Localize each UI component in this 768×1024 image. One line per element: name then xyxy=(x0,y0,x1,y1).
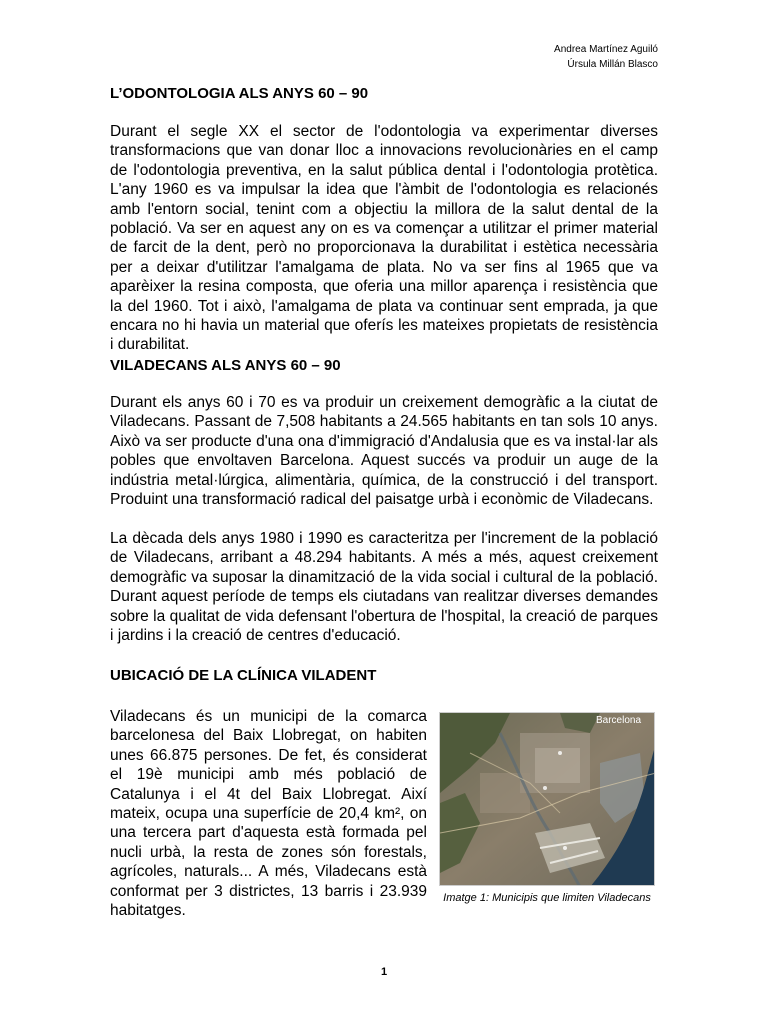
page-number: 1 xyxy=(380,966,388,978)
section-heading: VILADECANS ALS ANYS 60 – 90 xyxy=(110,357,341,374)
figure xyxy=(439,712,655,905)
paragraph: Durant els anys 60 i 70 es va produir un creixement demogràfic a la ciutat de Viladecans. Passant de 7,508 habitants a 24.565 habitants en tan sols 10 anys. Això va ser producte d'una ona d'immigració d'Andalusia que es va instal·lar als pobles que envoltaven Barcelona. Aquest succés va produir un auge de la indústria metal·lúrgica, alimentària, química, de la construcció i del transport. Produint una transformació radical del paisatge urbà i econòmic de Viladecans. xyxy=(110,394,658,509)
author-name: Úrsula Millán Blasco xyxy=(567,59,658,70)
satellite-map-image xyxy=(439,712,655,886)
paragraph: La dècada dels anys 1980 i 1990 es caracteritza per l'increment de la població de Viladecans, arribant a 48.294 habitants. A més a més, aquest creixement demogràfic va suposar la dinamització de la vida social i cultural de la població. Durant aquest període de temps els ciutadans van realitzar diverses demandes sobre la qualitat de vida defensant l'obertura de l'hospital, la creació de parques i jardins i la creació de centres d'educació. xyxy=(110,530,658,645)
figure-caption: Imatge 1: Municipis que limiten Viladecans xyxy=(443,892,651,904)
section-heading: L’ODONTOLOGIA ALS ANYS 60 – 90 xyxy=(110,85,369,102)
author-name: Andrea Martínez Aguiló xyxy=(554,44,658,55)
map-label-barcelona: Barcelona xyxy=(596,715,642,726)
page-header xyxy=(554,42,658,72)
paragraph: Durant el segle XX el sector de l'odontologia va experimentar diverses transformacions que van donar lloc a innovacions revolucionàries en el camp de l'odontologia preventiva, en la salut pública dental i l'odontologia protètica. L'any 1960 es va impulsar la idea que l'àmbit de l'odontologia es relacionés amb l'entorn social, tenint com a objectiu la millora de la salut dental de la població. Va ser en aquest any on es va començar a utilitzar el primer material de farcit de la dent, però no proporcionava la durabilitat i estètica necessària per a deixar d'utilitzar l'amalgama de plata. No va ser fins al 1965 que va aparèixer la resina composta, que oferia una millor aparença i resistència que la del 1960. Tot i això, l'amalgama de plata va continuar sent emprada, ja que encara no hi havia un material que oferís les mateixes propietats de resistència i durabilitat. xyxy=(110,123,658,354)
section-heading: UBICACIÓ DE LA CLÍNICA VILADENT xyxy=(110,667,377,684)
paragraph: Viladecans és un municipi de la comarca barcelonesa del Baix Llobregat, on habiten unes 66.875 persones. De fet, és considerat el 19è municipi amb més població de Catalunya i el 4t del Baix Llobregat. Així mateix, ocupa una superfície de 20,4 km², on una tercera part d'aquesta està formada pel nucli urbà, la resta de zones són forestals, agrícoles, naturals... A més, Viladecans està conformat per 3 districtes, 13 barris i 23.939 habitatges. xyxy=(110,708,427,920)
